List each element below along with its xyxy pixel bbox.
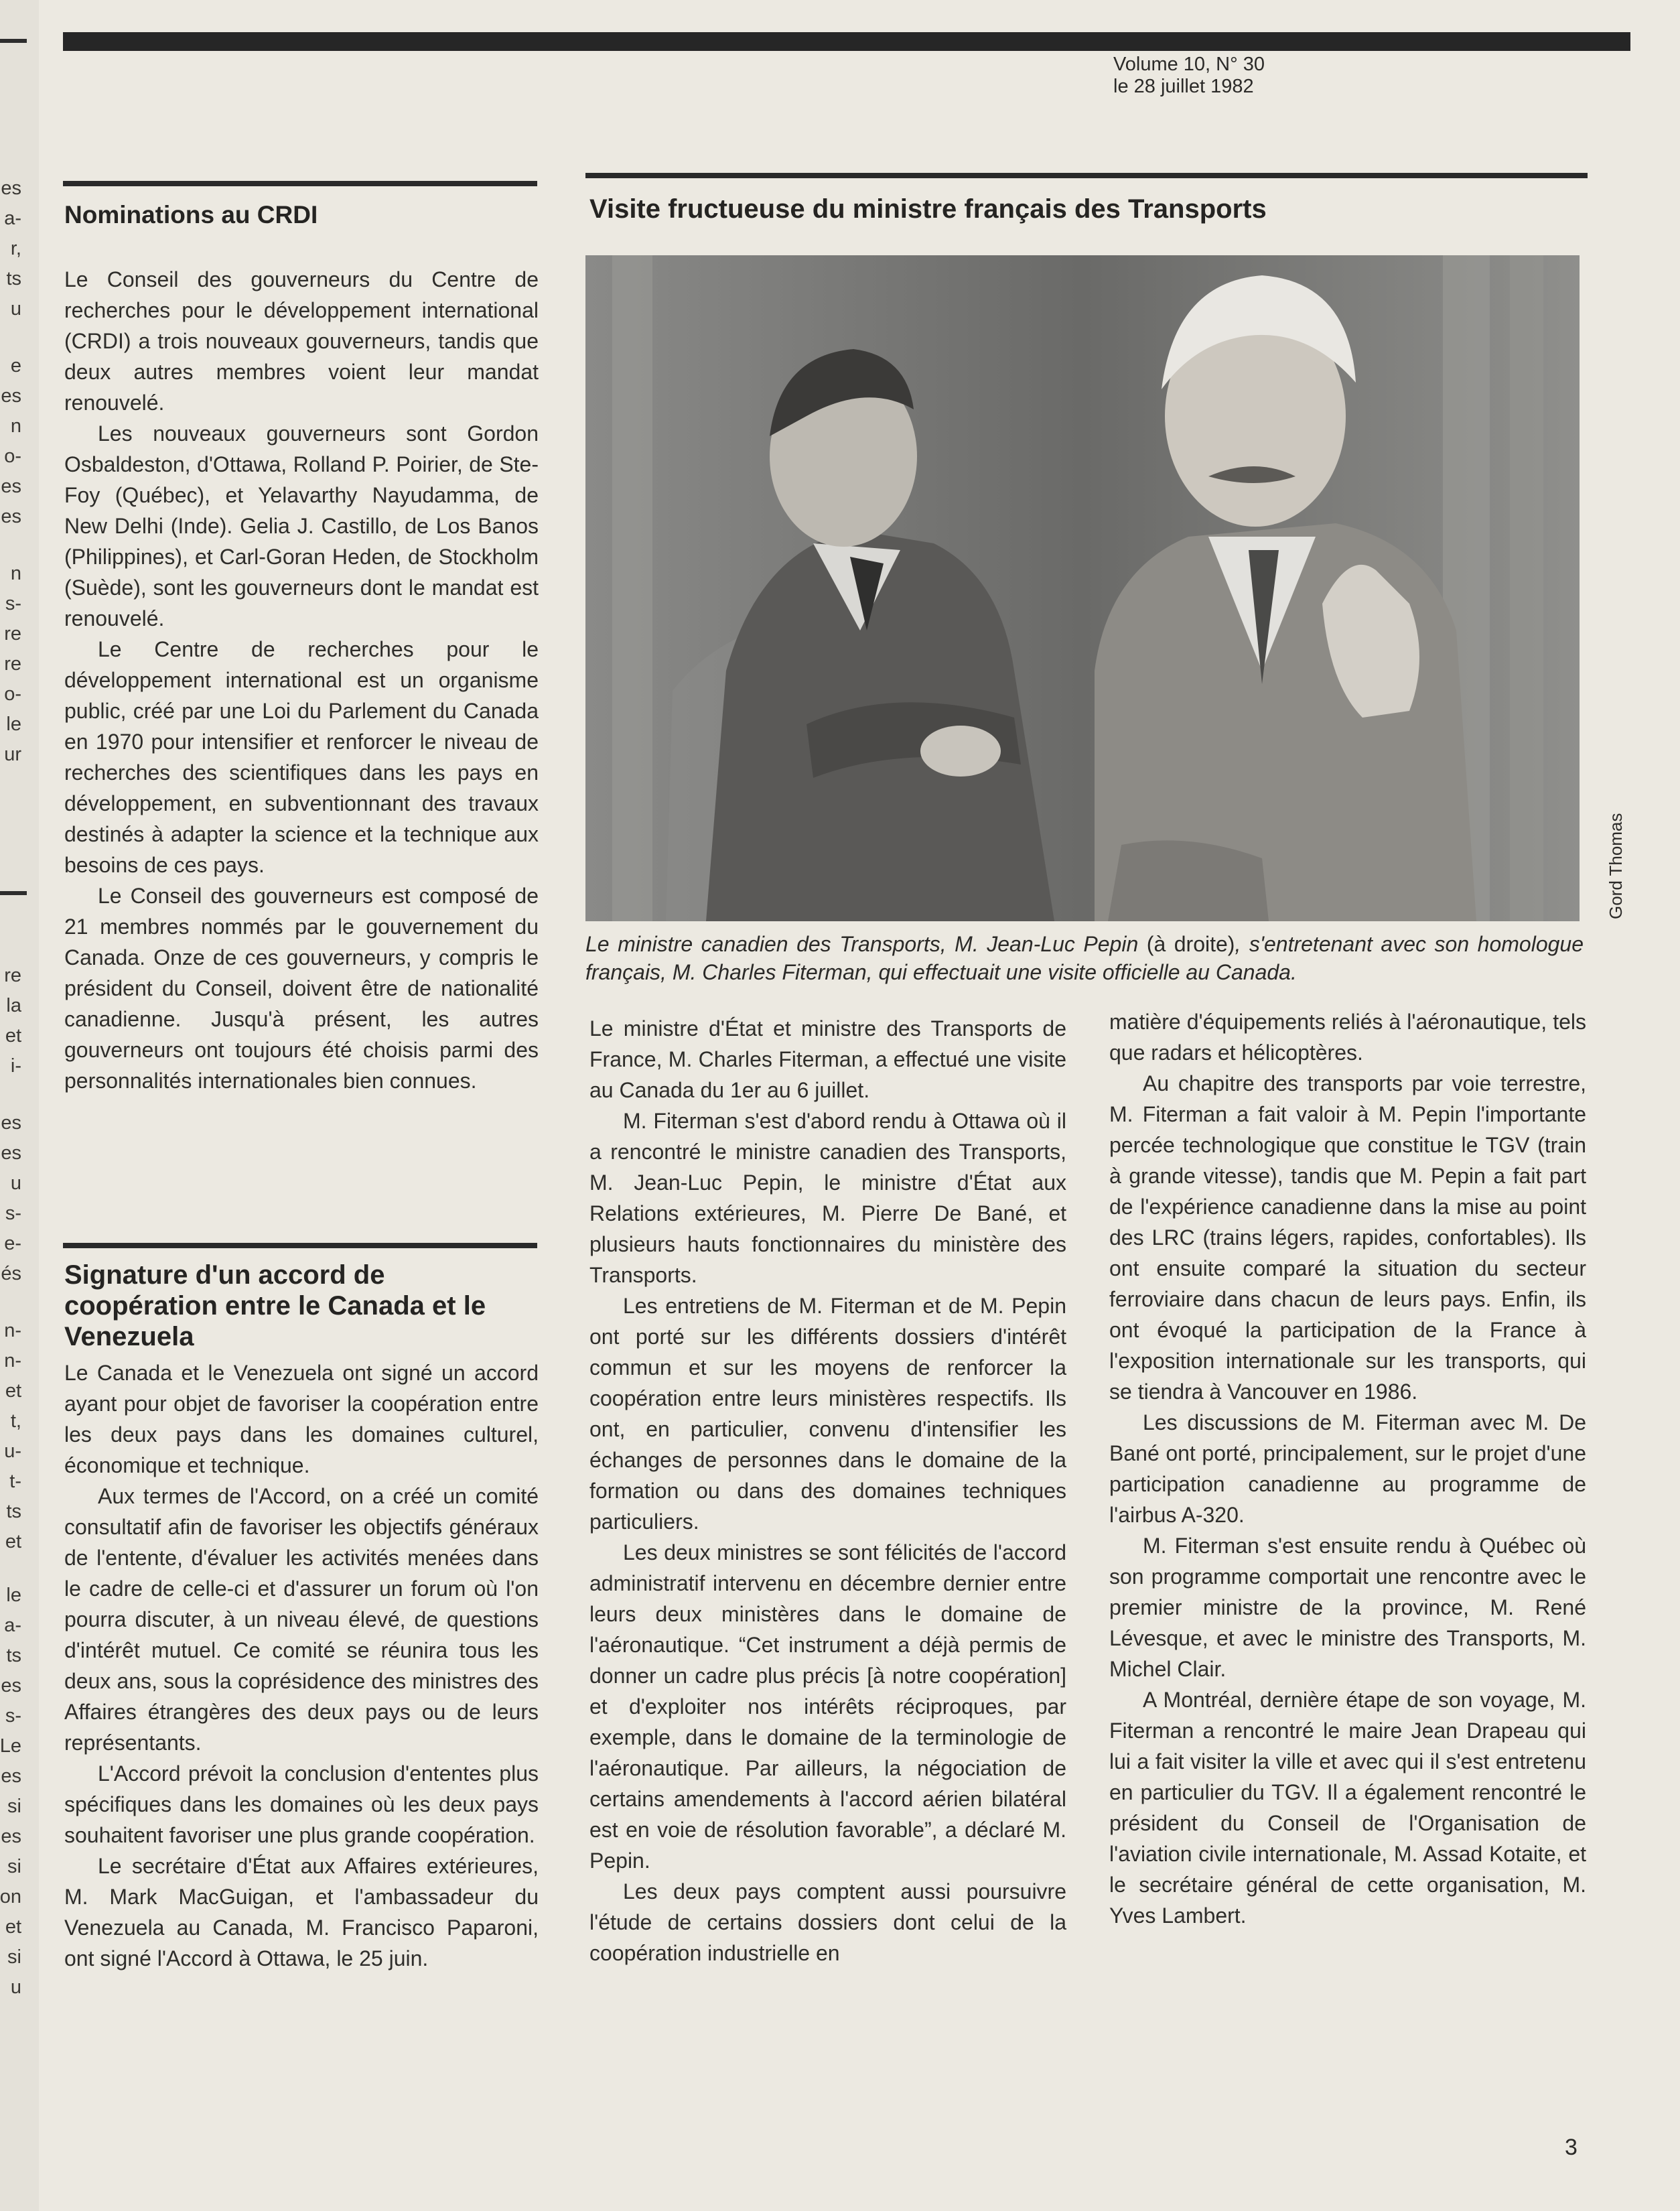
article-venezuela [64, 1357, 539, 1974]
paragraph: Le ministre d'État et ministre des Transports de France, M. Charles Fiterman, a effectué une visite au Canada du 1er au 6 juillet. [589, 1016, 1066, 1102]
margin-fragment: re [4, 965, 21, 986]
margin-fragment: si [7, 1946, 21, 1968]
margin-fragment: et [5, 1531, 21, 1552]
margin-fragment: n [10, 415, 21, 437]
margin-fragment: Le [0, 1735, 21, 1757]
margin-fragment: re [4, 623, 21, 645]
margin-fragment: s- [5, 1203, 21, 1224]
margin-fragment: es [1, 1142, 21, 1164]
margin-fragment: le [6, 714, 21, 735]
margin-fragment: u [10, 1172, 21, 1194]
margin-fragment: t, [10, 1410, 21, 1432]
margin-fragment: e [10, 355, 21, 377]
paragraph: A Montréal, dernière étape de son voyage, M. Fiterman a rencontré le maire Jean Drapeau qui lui a fait visiter la ville et avec qui il s'est entretenu en particulier du TGV. Il a également rencontré le président du Conseil de l'Organisation de l'aviation civile internationale, M. Assad Kotaite, et le secrétaire général de cette organisation, M. Yves Lambert. [1109, 1688, 1586, 1928]
paragraph: Au chapitre des transports par voie terrestre, M. Fiterman a fait valoir à M. Pepin l'importante percée technologique que constitue le TGV (train à grande vitesse), tandis que M. Pepin a fait part de l'expérience canadienne dans la mise au point des LRC (trains légers, rapides, confortables). Ils ont ensuite comparé la situation du secteur ferroviaire dans chacun de leurs pays. Enfin, ils ont évoqué la participation de la France à l'exposition internationale sur les transports, qui se tiendra à Vancouver en 1986. [1109, 1071, 1586, 1404]
issue-info [1113, 54, 1265, 98]
margin-fragment: i- [10, 1055, 21, 1077]
margin-fragment: re [4, 653, 21, 675]
margin-fragment: ur [4, 744, 21, 765]
margin-fragment: o- [4, 446, 21, 467]
news-photo [585, 255, 1580, 921]
caption-text: , s'entretenant avec son homologue français, M. Charles Fiterman, qui effectuait une visite officielle au Canada. [585, 932, 1584, 984]
margin-rule [0, 39, 27, 43]
paragraph: Aux termes de l'Accord, on a créé un comité consultatif afin de favoriser les objectifs généraux de l'entente, d'évaluer les activités menées dans le cadre de celle-ci et d'assurer un forum où l'on pourra discuter, à un niveau élevé, de questions d'intérêt mutuel. Ce comité se réunira tous les deux ans, sous la coprésidence des ministres des Affaires étrangères des deux pays ou de leurs représentants. [64, 1484, 539, 1755]
paragraph: L'Accord prévoit la conclusion d'ententes plus spécifiques dans les domaines où les deux pays souhaitent favoriser une plus grande coopération. [64, 1761, 539, 1847]
headline-nominations: Nominations au CRDI [64, 201, 318, 228]
margin-fragment: s- [5, 1705, 21, 1727]
margin-fragment: n- [4, 1320, 21, 1341]
previous-page-edge [0, 0, 39, 2211]
volume-number: Volume 10, N° 30 [1113, 54, 1265, 75]
margin-fragment: on [0, 1886, 21, 1907]
article-nominations [64, 264, 539, 1096]
margin-fragment: et [5, 1916, 21, 1938]
margin-fragment: es [1, 1765, 21, 1787]
column-rule [585, 173, 1588, 178]
photo-credit: Gord Thomas [1606, 813, 1626, 919]
paragraph: Les deux pays comptent aussi poursuivre l'étude de certains dossiers dont celui de la coopération industrielle en [589, 1879, 1066, 1965]
headline-venezuela: Signature d'un accord de coopération entre le Canada et le Venezuela [64, 1260, 486, 1351]
article-visite-column-1 [589, 1013, 1066, 1968]
column-rule [63, 1243, 537, 1248]
top-rule [63, 32, 1630, 51]
margin-fragment: r, [10, 238, 21, 259]
margin-fragment: t- [9, 1471, 21, 1492]
margin-fragment: ts [6, 268, 21, 289]
paragraph: Les discussions de M. Fiterman avec M. De Bané ont porté, principalement, sur le projet d'une participation canadienne au programme de l'airbus A-320. [1109, 1410, 1586, 1527]
margin-fragment: le [6, 1585, 21, 1606]
margin-fragment: a- [4, 1615, 21, 1636]
margin-fragment: n [10, 563, 21, 584]
caption-text: Le ministre canadien des Transports, M. Jean-Luc Pepin [585, 932, 1147, 956]
margin-rule [0, 891, 27, 895]
margin-fragment: es [1, 506, 21, 527]
margin-fragment: a- [4, 208, 21, 229]
paragraph: matière d'équipements reliés à l'aéronautique, tels que radars et hélicoptères. [1109, 1010, 1586, 1065]
margin-fragment: ts [6, 1501, 21, 1522]
margin-fragment: et [5, 1380, 21, 1402]
margin-fragment: es [1, 178, 21, 199]
article-visite-column-2 [1109, 1006, 1586, 1931]
margin-fragment: es [1, 1826, 21, 1847]
headline-visite: Visite fructueuse du ministre français des Transports [589, 194, 1267, 224]
margin-fragment: s- [5, 593, 21, 614]
margin-fragment: o- [4, 683, 21, 705]
margin-fragment: es [1, 1112, 21, 1134]
margin-fragment: e- [4, 1233, 21, 1254]
paragraph: Les entretiens de M. Fiterman et de M. Pepin ont porté sur les différents dossiers d'intérêt commun et sur les moyens de renforcer la coopération entre leurs ministères respectifs. Ils ont, en particulier, convenu d'intensifier les échanges de personnes dans le domaine de la formation ou dans des domaines techniques particuliers. [589, 1294, 1066, 1534]
paragraph: Le Conseil des gouverneurs est composé de 21 membres nommés par le gouvernement du Canada. Onze de ces gouverneurs, y compris le président du Conseil, doivent être de nationalité canadienne. Jusqu'à présent, les autres gouverneurs ont toujours été choisis parmi des personnalités internationales bien connues. [64, 884, 539, 1093]
paragraph: Les deux ministres se sont félicités de l'accord administratif intervenu en décembre dernier entre leurs deux ministères dans le domaine de l'aéronautique. “Cet instrument a déjà permis de donner un cadre plus précis [à notre coopération] et d'exploiter nos intérêts réciproques, par exemple, dans le domaine de la terminologie de l'aéronautique. Par ailleurs, la négociation de certains amendements à l'accord aérien bilatéral est en voie de résolution favorable”, a déclaré M. Pepin. [589, 1540, 1066, 1873]
paragraph: Le Canada et le Venezuela ont signé un accord ayant pour objet de favoriser la coopération entre les deux pays dans les domaines culturel, économique et technique. [64, 1361, 539, 1477]
margin-fragment: u- [4, 1440, 21, 1462]
margin-fragment: és [1, 1263, 21, 1284]
column-rule [63, 181, 537, 186]
margin-fragment: n- [4, 1350, 21, 1371]
paragraph: M. Fiterman s'est d'abord rendu à Ottawa où il a rencontré le ministre canadien des Transports, M. Jean-Luc Pepin, le ministre d'État aux Relations extérieures, M. Pierre De Bané, et plusieurs hauts fonctionnaires du ministère des Transports. [589, 1109, 1066, 1287]
photo-illustration [585, 255, 1580, 921]
margin-fragment: es [1, 476, 21, 497]
paragraph: Le secrétaire d'État aux Affaires extérieures, M. Mark MacGuigan, et l'ambassadeur du Venezuela au Canada, M. Francisco Paparoni, ont signé l'Accord à Ottawa, le 25 juin. [64, 1854, 539, 1970]
margin-fragment: si [7, 1796, 21, 1817]
issue-date: le 28 juillet 1982 [1113, 76, 1254, 97]
margin-fragment: et [5, 1025, 21, 1047]
margin-fragment: si [7, 1856, 21, 1877]
paragraph: Le Centre de recherches pour le développement international est un organisme public, créé par une Loi du Parlement du Canada en 1970 pour intensifier et renforcer le niveau de recherches des scientifiques dans les pays en développement, en subventionnant des travaux destinés à adapter la science et la technique aux besoins de ces pays. [64, 637, 539, 877]
photo-caption [585, 930, 1584, 986]
margin-fragment: u [10, 298, 21, 320]
caption-upright-text: (à droite) [1146, 932, 1235, 956]
margin-fragment: es [1, 1675, 21, 1696]
paragraph: Le Conseil des gouverneurs du Centre de recherches pour le développement international (CRDI) a trois nouveaux gouverneurs, tandis que deux autres membres voient leur mandat renouvelé. [64, 267, 539, 415]
paragraph: Les nouveaux gouverneurs sont Gordon Osbaldeston, d'Ottawa, Rolland P. Poirier, de Ste-Foy (Québec), et Yelavarthy Nayudamma, de New Delhi (Inde). Gelia J. Castillo, de Los Banos (Philippines), et Carl-Goran Heden, de Stockholm (Suède), sont les gouverneurs dont le mandat est renouvelé. [64, 421, 539, 630]
page-number: 3 [1565, 2135, 1578, 2160]
margin-fragment: la [6, 995, 21, 1016]
margin-fragment: es [1, 385, 21, 407]
margin-fragment: u [10, 1977, 21, 1998]
margin-fragment: ts [6, 1645, 21, 1666]
newsletter-page [39, 0, 1680, 2211]
paragraph: M. Fiterman s'est ensuite rendu à Québec où son programme comportait une rencontre avec le premier ministre de la province, M. René Lévesque, et avec le ministre des Transports, M. Michel Clair. [1109, 1534, 1586, 1681]
